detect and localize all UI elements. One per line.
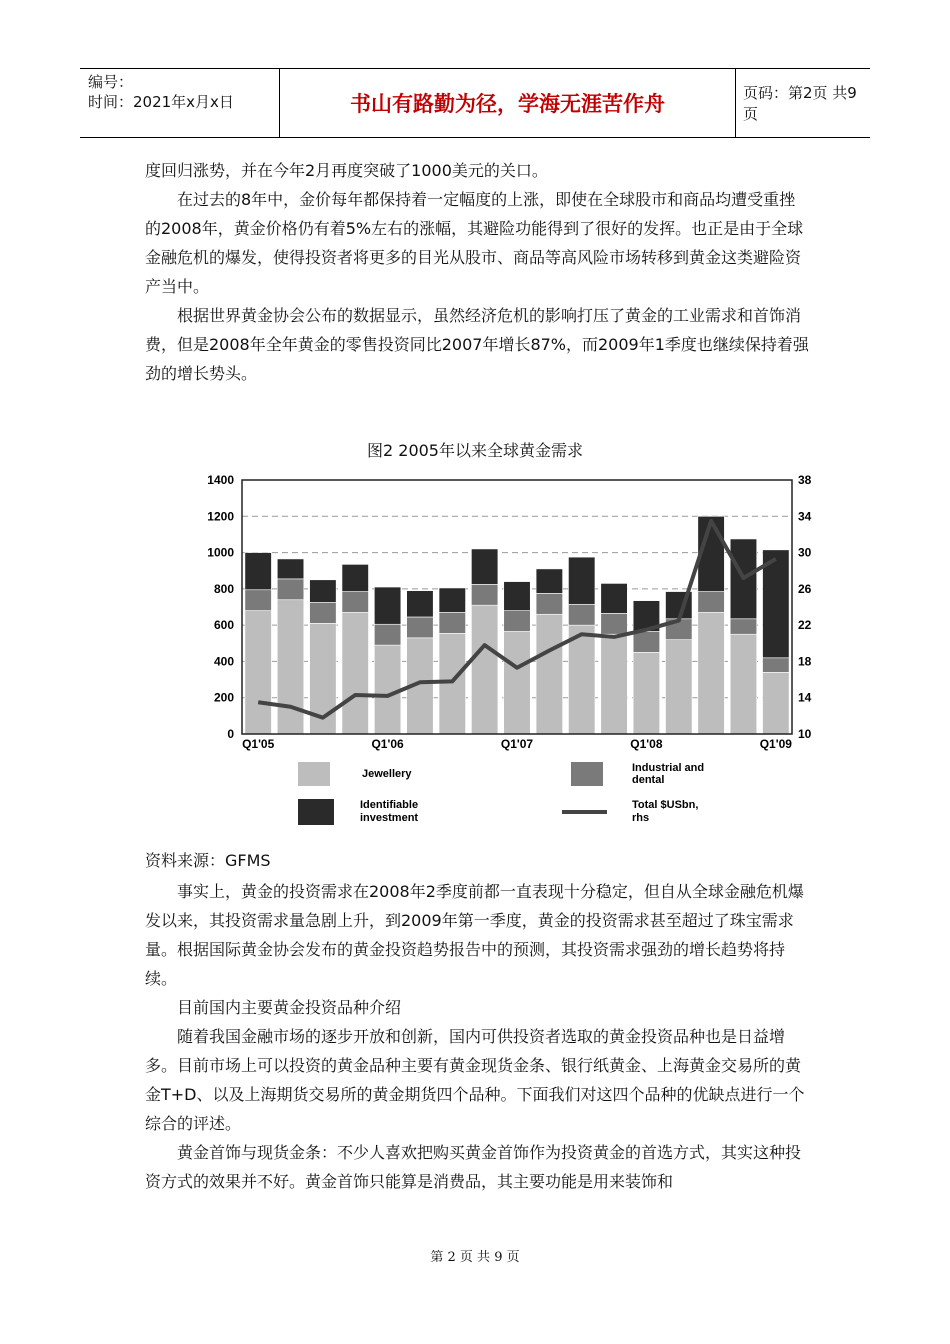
legend-label-investment-2: investment [360,812,419,824]
bar-segment [439,633,466,734]
bar-segment [763,658,790,673]
x-tick-label: Q1'08 [630,737,663,751]
y2-tick-label: 38 [798,473,812,487]
header-motto: 书山有路勤为径，学海无涯苦作舟 [280,69,736,137]
bar-segment [601,613,628,634]
bar-segment [698,592,725,613]
bar-segment [730,634,757,734]
page-footer: 第 2 页 共 9 页 [430,1250,520,1265]
y2-tick-label: 14 [798,690,812,705]
bar-segment [730,619,757,634]
legend-label-total-2: rhs [632,812,650,824]
legend-label-investment-1: Identifiable [360,799,419,811]
y-tick-label: 1400 [207,473,234,487]
y-tick-label: 800 [213,581,234,596]
bar-segment [536,569,563,593]
chart-source: 资料来源：GFMS [145,851,271,870]
legend-label-industrial-2: dental [632,774,665,786]
y-tick-label: 0 [227,727,234,741]
x-tick-label: Q1'05 [242,737,275,751]
code-label: 编号： [88,73,134,91]
bar-segment [342,564,369,591]
gold-demand-chart [180,468,830,838]
bar-segment [374,587,401,624]
paragraph: 度回归涨势，并在今年2月再度突破了1000美元的关口。 [145,161,548,180]
bar-segment [568,604,595,625]
bar-segment [601,634,628,734]
y-tick-label: 1200 [207,509,234,524]
bar-segment [471,549,498,584]
bar-segment [439,612,466,633]
bar-segment [568,625,595,734]
x-tick-label: Q1'06 [371,737,404,751]
x-tick-label: Q1'09 [759,737,792,751]
y2-tick-label: 30 [798,545,812,560]
header-page-info: 页码：第2页 共9页 [743,84,857,123]
bar-segment [277,600,304,734]
bar-segment [342,612,369,734]
body-text-bottom [145,877,810,1196]
document-header [80,68,870,138]
paragraph: 黄金首饰与现货金条：不少人喜欢把购买黄金首饰作为投资黄金的首选方式，其实这种投资方式的效果并不好。黄金首饰只能算是消费品，其主要功能是用来装饰和 [145,1143,802,1191]
time-label: 时间：2021年x月x日 [88,93,234,111]
bar-segment [536,614,563,734]
bar-segment [536,593,563,614]
paragraph: 根据世界黄金协会公布的数据显示，虽然经济危机的影响打压了黄金的工业需求和首饰消费，但是2008年全年黄金的零售投资同比2007年增长87%，而2009年1季度也继续保持着强劲的增长势头。 [145,306,809,383]
bar-segment [471,584,498,605]
legend-swatch-jewellery [298,762,330,786]
bar-segment [277,579,304,600]
bar-segment [374,645,401,734]
legend-swatch-industrial [571,762,603,786]
header-meta [80,69,280,137]
bar-segment [407,591,434,617]
bar-segment [504,631,531,734]
bar-segment [310,602,337,623]
bar-segment [310,580,337,603]
paragraph: 随着我国金融市场的逐步开放和创新，国内可供投资者选取的黄金投资品种也是日益增多。目前市场上可以投资的黄金品种主要有黄金现货金条、银行纸黄金、上海黄金交易所的黄金T+D、以及上海期货交易所的黄金期货四个品种。下面我们对这四个品种的优缺点进行一个综合的评述。 [145,1027,805,1133]
legend-swatch-investment [298,799,334,825]
bar-segment [698,612,725,734]
paragraph: 在过去的8年中，金价每年都保持着一定幅度的上涨，即使在全球股市和商品均遭受重挫的2008年，黄金价格仍有着5%左右的涨幅，其避险功能得到了很好的发挥。也正是由于全球金融危机的爆发，使得投资者将更多的目光从股市、商品等高风险市场转移到黄金这类避险资产当中。 [145,190,804,296]
bar-segment [277,559,304,579]
bar-segment [568,557,595,604]
y-tick-label: 600 [213,618,234,633]
y-tick-label: 1000 [207,545,234,560]
bar-segment [633,631,660,652]
bar-segment [601,583,628,613]
paragraph: 事实上，黄金的投资需求在2008年2季度前都一直表现十分稳定，但自从全球金融危机爆发以来，其投资需求量急剧上升，到2009年第一季度，黄金的投资需求甚至超过了珠宝需求量。根据国际黄金协会发布的黄金投资趋势报告中的预测，其投资需求强劲的增长趋势将持续。 [145,882,804,988]
y2-tick-label: 22 [798,618,812,633]
x-tick-label: Q1'07 [500,737,534,751]
section-heading: 目前国内主要黄金投资品种介绍 [177,998,402,1017]
legend-label-jewellery: Jewellery [362,768,412,780]
bar-segment [439,588,466,612]
bar-segment [633,652,660,734]
bar-segment [666,640,693,734]
bar-segment [763,672,790,734]
bar-segment [245,590,272,611]
y2-tick-label: 26 [798,581,812,596]
body-text-top [145,156,810,388]
legend-label-industrial-1: Industrial and [632,762,705,774]
y2-tick-label: 34 [798,509,812,524]
y2-tick-label: 18 [798,654,812,669]
y-tick-label: 400 [213,654,234,669]
bar-segment [504,582,531,611]
figure-caption: 图2 2005年以来全球黄金需求 [367,441,583,460]
y2-tick-label: 10 [798,727,812,741]
y-tick-label: 200 [213,690,234,705]
legend-label-total-1: Total $USbn, [632,799,699,811]
bar-segment [245,553,272,590]
bar-segment [504,611,531,632]
bar-segment [245,611,272,734]
bar-segment [374,624,401,645]
bar-segment [342,592,369,613]
bar-segment [407,617,434,638]
bar-segment [471,605,498,734]
